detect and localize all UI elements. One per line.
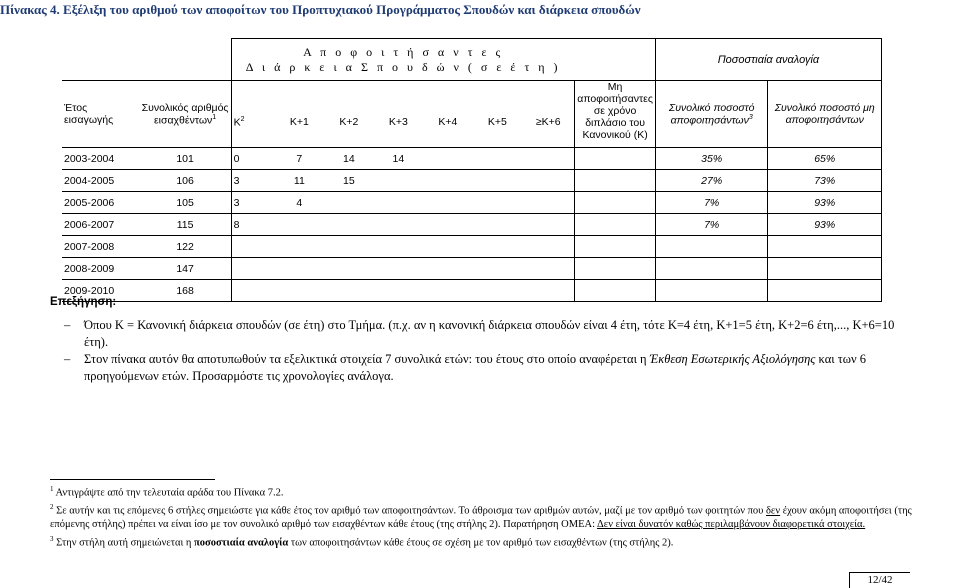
cell-pct-not-graduated xyxy=(768,258,882,280)
footnote-number: 3 xyxy=(50,534,54,543)
cell-not-graduated xyxy=(575,236,656,258)
cell-pct-graduated: 7% xyxy=(655,192,768,214)
graduates-group-header xyxy=(231,39,575,81)
col-header-pct-graduated-label: Συνολικό ποσοστό αποφοιτησάντων xyxy=(668,101,755,127)
cell-admitted: 147 xyxy=(140,258,232,280)
graduates-group-title: Α π ο φ ο ι τ ή σ α ν τ ε ς xyxy=(303,44,504,59)
footnote-text: Στην στήλη αυτή σημειώνεται η xyxy=(53,537,195,548)
cell-pct-graduated: 27% xyxy=(655,170,768,192)
note-text: Στον πίνακα αυτόν θα αποτυπωθούν τα εξελικτικά στοιχεία 7 συνολικά ετών: του έτους στο οποίο αναφέρεται η xyxy=(84,352,650,366)
cell-k6 xyxy=(522,236,575,258)
cell-pct-not-graduated xyxy=(768,236,882,258)
col-header-admitted xyxy=(140,81,232,148)
col-header-admitted-label: Συνολικός αριθμός εισαχθέντων xyxy=(141,101,229,127)
cell-k3 xyxy=(374,236,424,258)
footnote-ref-1: 1 xyxy=(212,113,217,121)
cell-not-graduated xyxy=(575,214,656,236)
cell-k5 xyxy=(473,236,523,258)
cell-year: 2004-2005 xyxy=(62,170,140,192)
footnote-underline: δεν xyxy=(765,505,781,517)
cell-k: 8 xyxy=(231,214,274,236)
cell-year: 2008-2009 xyxy=(62,258,140,280)
cell-k3 xyxy=(374,214,424,236)
table-row xyxy=(62,192,882,214)
cell-pct-graduated: 35% xyxy=(655,148,768,170)
page-number: 12/42 xyxy=(849,572,910,588)
cell-k1 xyxy=(275,258,325,280)
cell-k1: 11 xyxy=(275,170,325,192)
cell-k6 xyxy=(522,214,575,236)
footnote-number: 1 xyxy=(50,485,54,493)
cell-k3 xyxy=(374,192,424,214)
cell-k xyxy=(231,258,274,280)
cell-k3 xyxy=(374,170,424,192)
cell-k2: 14 xyxy=(324,148,374,170)
cell-k6 xyxy=(522,258,575,280)
cell-k4 xyxy=(423,236,473,258)
footnote-divider xyxy=(50,479,215,480)
cell-pct-graduated: 7% xyxy=(655,214,768,236)
cell-k: 3 xyxy=(231,192,274,214)
cell-pct-not-graduated: 93% xyxy=(768,214,882,236)
cell-k3: 14 xyxy=(374,148,424,170)
cell-year: 2005-2006 xyxy=(62,192,140,214)
footnote-underline: Δεν είναι δυνατόν καθώς περιλαμβάνουν διαφορετικά στοιχεία. xyxy=(597,519,866,530)
footnote-3 xyxy=(50,533,912,550)
cell-k2 xyxy=(324,192,374,214)
col-header-k xyxy=(231,81,274,148)
cell-k4 xyxy=(423,148,473,170)
note-text: Όπου Κ = Κανονική διάρκεια σπουδών (σε έτη) στο Τμήμα. (π.χ. αν η κανονική διάρκεια σπουδών είναι 4 έτη, τότε Κ=4 έτη, Κ+1=5 έτη, Κ+2=6 έτη,..., Κ+6=10 έτη). xyxy=(84,318,895,349)
footnote-bold: ποσοστιαία αναλογία xyxy=(194,537,289,548)
col-header-k4: K+4 xyxy=(423,81,473,148)
col-header-k6: ≥K+6 xyxy=(522,81,575,148)
cell-k1: 4 xyxy=(275,192,325,214)
footnote-text: Αντιγράψτε από την τελευταία αράδα του Πίνακα 7.2. xyxy=(53,487,284,499)
cell-k3 xyxy=(374,258,424,280)
footnote-ref-3: 3 xyxy=(748,113,753,121)
cell-not-graduated xyxy=(575,148,656,170)
cell-admitted: 101 xyxy=(140,148,232,170)
col-header-k2: K+2 xyxy=(324,81,374,148)
cell-k1: 7 xyxy=(275,148,325,170)
cell-year: 2006-2007 xyxy=(62,214,140,236)
footnote-text: των αποφοιτησάντων κάθε έτους σε σχέση με τον αριθμό των εισαχθέντων (της στήλης 2). xyxy=(288,537,674,548)
cell-k6 xyxy=(522,170,575,192)
cell-admitted: 122 xyxy=(140,236,232,258)
notes-section xyxy=(50,294,910,385)
cell-k: 0 xyxy=(231,148,274,170)
percentage-group-header: Ποσοστιαία αναλογία xyxy=(655,39,881,81)
cell-k4 xyxy=(423,214,473,236)
footnotes-section xyxy=(50,483,912,551)
cell-k2 xyxy=(324,236,374,258)
cell-admitted: 106 xyxy=(140,170,232,192)
note-item xyxy=(50,351,910,385)
footnote-ref-2: 2 xyxy=(240,115,245,123)
col-header-pct-not-graduated: Συνολικό ποσοστό μη αποφοιτησάντων xyxy=(768,81,882,148)
cell-pct-not-graduated: 65% xyxy=(768,148,882,170)
cell-admitted: 168 xyxy=(140,280,232,302)
cell-k6 xyxy=(522,192,575,214)
cell-year: 2007-2008 xyxy=(62,236,140,258)
cell-k5 xyxy=(473,192,523,214)
col-header-pct-graduated xyxy=(655,81,768,148)
cell-pct-not-graduated: 73% xyxy=(768,170,882,192)
cell-k5 xyxy=(473,214,523,236)
footnote-text: έχουν ακόμη αποφοιτήσει (της επόμενης στήλης) πρέπει να είναι ίσο με τον συνολικό αριθμό των εισαχθέντων κάθε έτους (της στήλης 2). Παρατήρηση ΟΜΕΑ: xyxy=(50,505,912,530)
cell-k2: 15 xyxy=(324,170,374,192)
cell-k xyxy=(231,236,274,258)
cell-k4 xyxy=(423,258,473,280)
cell-k2 xyxy=(324,214,374,236)
cell-k: 3 xyxy=(231,170,274,192)
cell-k5 xyxy=(473,148,523,170)
col-header-k1: K+1 xyxy=(275,81,325,148)
col-header-k5: K+5 xyxy=(473,81,523,148)
note-dash: – xyxy=(64,352,71,366)
footnote-1 xyxy=(50,483,912,500)
duration-group-title: Δ ι ά ρ κ ε ι α Σ π ο υ δ ώ ν ( σ ε έ τ η ) xyxy=(245,59,561,74)
note-dash: – xyxy=(64,318,71,332)
table-row xyxy=(62,236,882,258)
cell-not-graduated xyxy=(575,258,656,280)
cell-pct-graduated xyxy=(655,258,768,280)
cell-year: 2009-2010 xyxy=(62,280,140,302)
table-row xyxy=(62,258,882,280)
cell-k4 xyxy=(423,170,473,192)
cell-pct-graduated xyxy=(655,236,768,258)
cell-pct-not-graduated: 93% xyxy=(768,192,882,214)
footnote-text: Σε αυτήν και τις επόμενες 6 στήλες σημειώστε για κάθε έτος τον αριθμό των αποφοιτησάντων. Το άθροισμα των αριθμών αυτών, μαζί με τον αριθμό των φοιτητών που xyxy=(53,505,766,517)
col-header-year: Έτος εισαγωγής xyxy=(62,81,140,148)
table-row xyxy=(62,170,882,192)
cell-k1 xyxy=(275,214,325,236)
footnote-number: 2 xyxy=(50,503,54,511)
table-row xyxy=(62,148,882,170)
col-header-not-graduated: Μη αποφοιτήσαντες σε χρόνο διπλάσιο του Κανονικού (Κ) xyxy=(575,81,656,148)
notes-heading: Επεξήγηση: xyxy=(50,296,117,308)
cell-k5 xyxy=(473,258,523,280)
cell-not-graduated xyxy=(575,170,656,192)
footnote-2 xyxy=(50,501,912,532)
cell-k6 xyxy=(522,148,575,170)
col-header-k3: K+3 xyxy=(374,81,424,148)
col-header-k-label: K xyxy=(233,116,241,129)
cell-admitted: 115 xyxy=(140,214,232,236)
note-text: και των 6 προηγούμενων ετών. Προσαρμόστε τις χρονολογίες ανάλογα. xyxy=(84,352,867,383)
graduates-table xyxy=(62,38,882,302)
cell-year: 2003-2004 xyxy=(62,148,140,170)
cell-k5 xyxy=(473,170,523,192)
cell-k4 xyxy=(423,192,473,214)
cell-k1 xyxy=(275,236,325,258)
note-emphasis: Έκθεση Εσωτερικής Αξιολόγησης xyxy=(649,352,816,366)
cell-admitted: 105 xyxy=(140,192,232,214)
page-title: Πίνακας 4. Εξέλιξη του αριθμού των αποφοίτων του Προπτυχιακού Προγράμματος Σπουδών και διάρκεια σπουδών xyxy=(0,2,641,17)
note-item xyxy=(50,317,910,351)
cell-k2 xyxy=(324,258,374,280)
table-row xyxy=(62,214,882,236)
cell-not-graduated xyxy=(575,192,656,214)
